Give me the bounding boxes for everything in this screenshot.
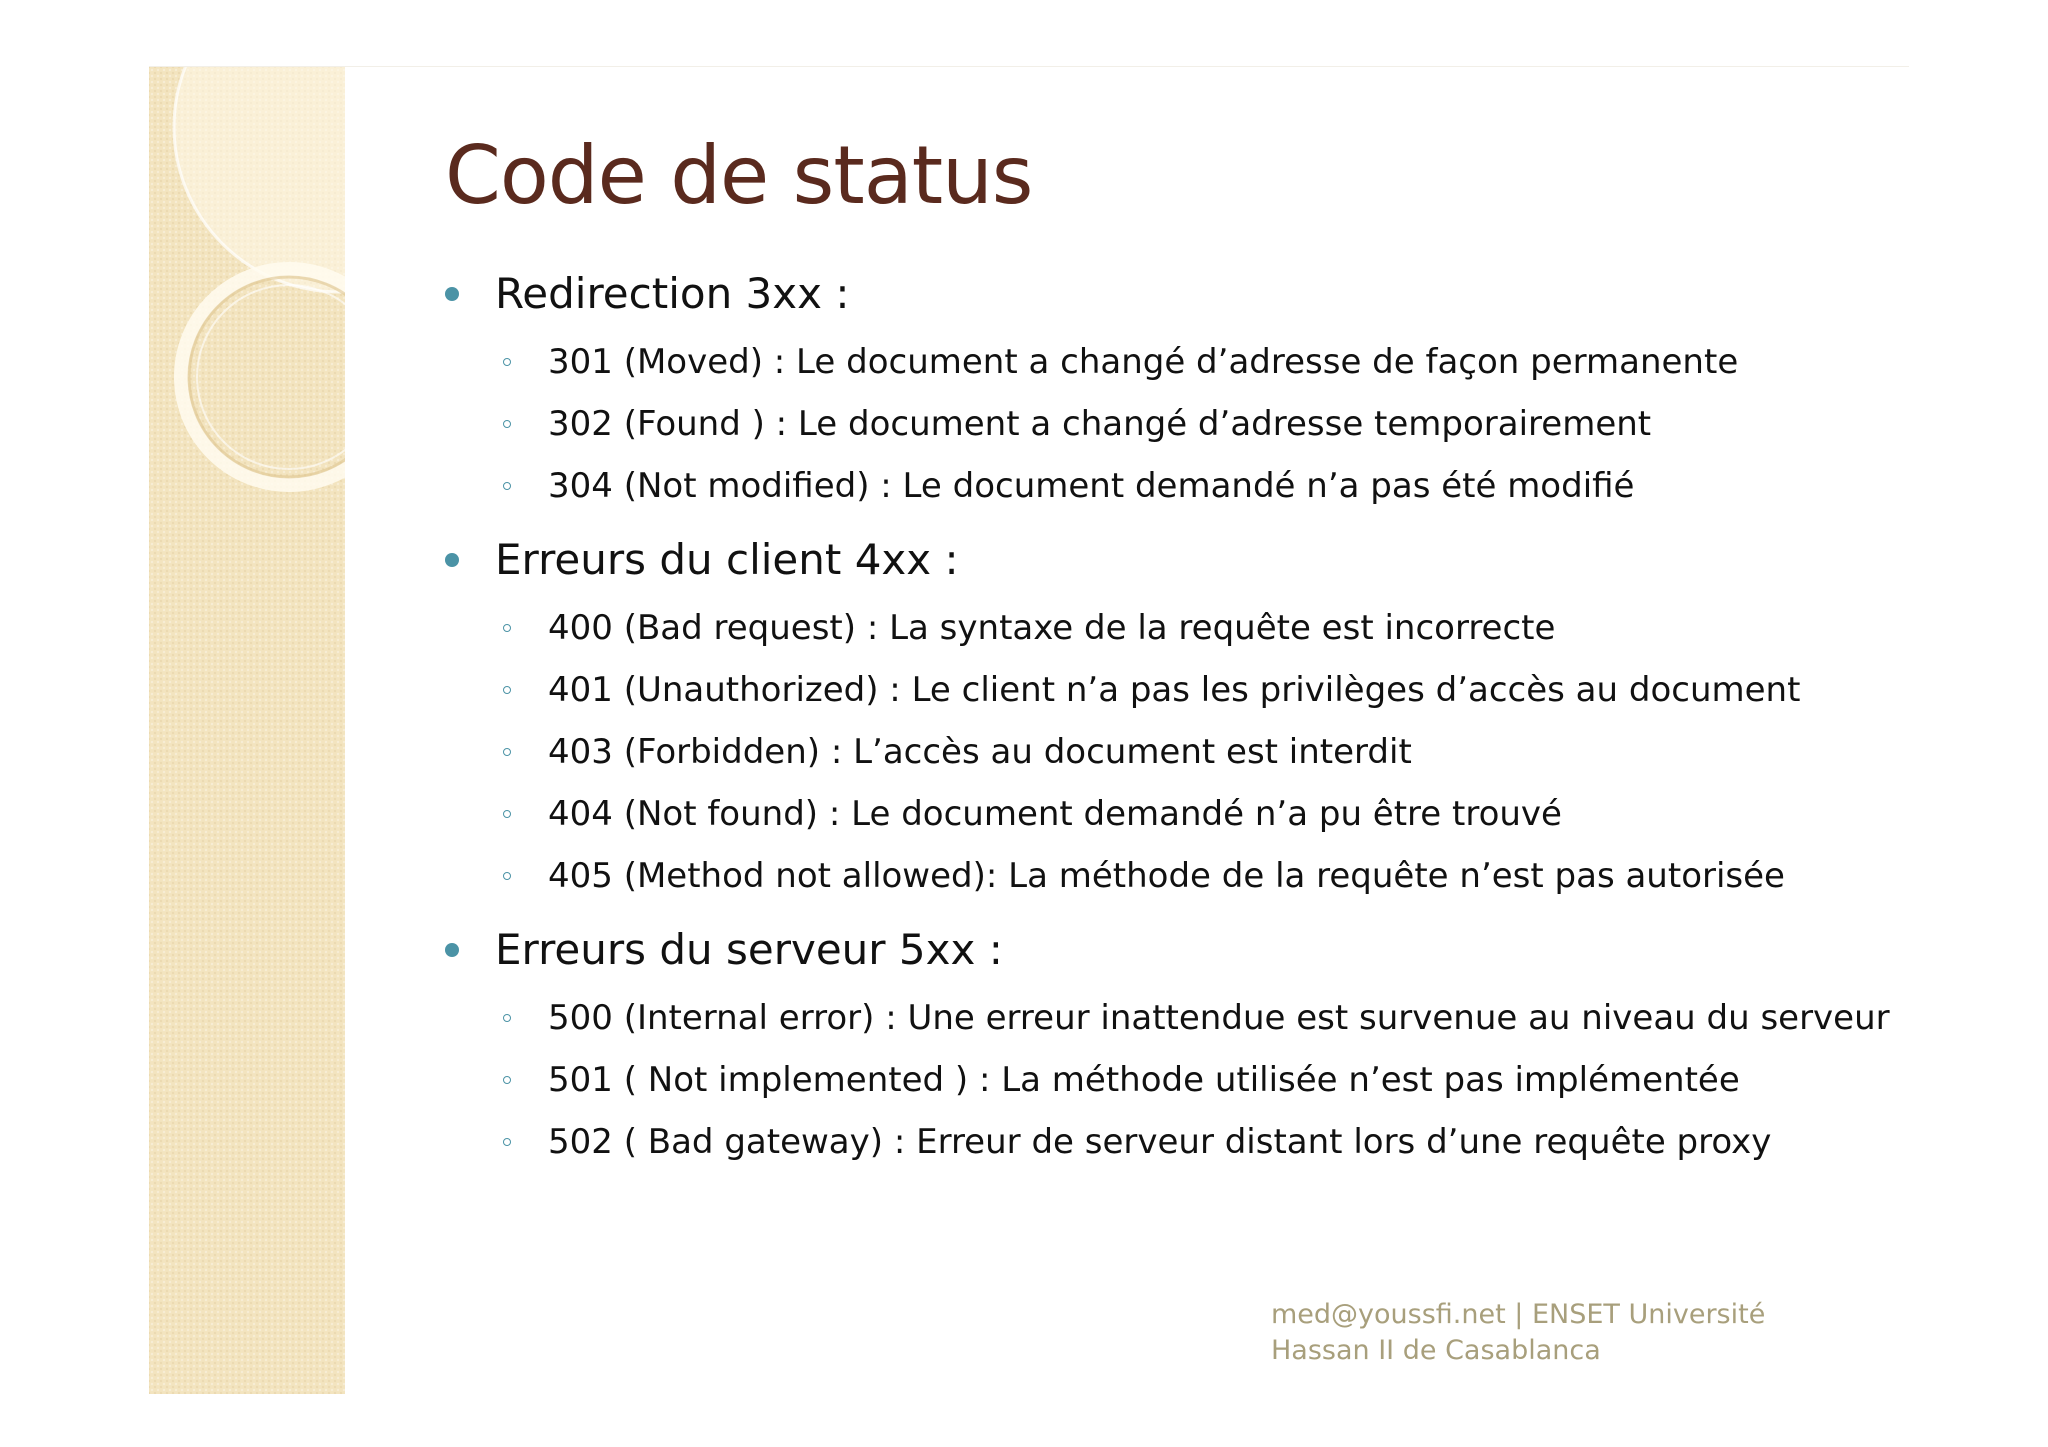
sub-bullet-icon xyxy=(503,1076,511,1084)
section-heading-text: Erreurs du client 4xx : xyxy=(495,535,959,584)
list-item-text: 500 (Internal error) : Une erreur inattendue est survenue au niveau du serveur xyxy=(548,998,1890,1038)
slide-title: Code de status xyxy=(445,129,1033,222)
list-item-text: 401 (Unauthorized) : Le client n’a pas les privilèges d’accès au document xyxy=(548,670,1801,710)
list-item-text: 501 ( Not implemented ) : La méthode utilisée n’est pas implémentée xyxy=(548,1060,1740,1100)
footer-line-1: med@youssfi.net | ENSET Université xyxy=(1271,1299,1766,1330)
sub-bullet-icon xyxy=(503,358,511,366)
slide-footer xyxy=(1271,1297,1765,1369)
sub-bullet-icon xyxy=(503,748,511,756)
sub-bullet-icon xyxy=(503,420,511,428)
section-server-errors xyxy=(445,913,1890,1173)
list-item-text: 502 ( Bad gateway) : Erreur de serveur distant lors d’une requête proxy xyxy=(548,1122,1772,1162)
list-item-text: 302 (Found ) : Le document a changé d’adresse temporairement xyxy=(548,404,1652,444)
decorative-rings-icon xyxy=(149,67,345,1394)
list-item xyxy=(445,659,1885,721)
section-heading-text: Erreurs du serveur 5xx : xyxy=(495,925,1003,974)
bullet-dot-icon xyxy=(445,287,459,301)
section-heading xyxy=(445,523,1885,597)
slide-content xyxy=(445,257,1890,1173)
sub-bullet-icon xyxy=(503,1014,511,1022)
list-item xyxy=(445,783,1885,845)
section-items xyxy=(445,597,1885,907)
slide xyxy=(149,66,1909,1394)
list-item xyxy=(445,721,1885,783)
section-redirection xyxy=(445,257,1885,517)
list-item-text: 304 (Not modified) : Le document demandé n’a pas été modifié xyxy=(548,466,1635,506)
list-item xyxy=(445,597,1885,659)
list-item xyxy=(445,1049,1885,1111)
bullet-dot-icon xyxy=(445,943,459,957)
list-item-text: 403 (Forbidden) : L’accès au document est interdit xyxy=(548,732,1412,772)
section-heading-text: Redirection 3xx : xyxy=(495,269,850,318)
list-item xyxy=(445,845,1885,907)
list-item xyxy=(445,455,1885,517)
decorative-side-band xyxy=(149,67,345,1394)
section-items xyxy=(445,987,1890,1173)
footer-line-2: Hassan II de Casablanca xyxy=(1271,1335,1601,1366)
section-heading xyxy=(445,257,1885,331)
section-client-errors xyxy=(445,523,1885,907)
sub-bullet-icon xyxy=(503,810,511,818)
sub-bullet-icon xyxy=(503,686,511,694)
list-item-text: 301 (Moved) : Le document a changé d’adresse de façon permanente xyxy=(548,342,1739,382)
sub-bullet-icon xyxy=(503,1138,511,1146)
section-heading xyxy=(445,913,1885,987)
sub-bullet-icon xyxy=(503,624,511,632)
sub-bullet-icon xyxy=(503,872,511,880)
list-item xyxy=(445,987,1890,1049)
list-item xyxy=(445,393,1885,455)
list-item xyxy=(445,331,1885,393)
section-items xyxy=(445,331,1885,517)
list-item-text: 400 (Bad request) : La syntaxe de la requête est incorrecte xyxy=(548,608,1556,648)
sub-bullet-icon xyxy=(503,482,511,490)
list-item-text: 404 (Not found) : Le document demandé n’a pu être trouvé xyxy=(548,794,1562,834)
list-item xyxy=(445,1111,1885,1173)
bullet-dot-icon xyxy=(445,553,459,567)
list-item-text: 405 (Method not allowed): La méthode de la requête n’est pas autorisée xyxy=(548,856,1785,896)
